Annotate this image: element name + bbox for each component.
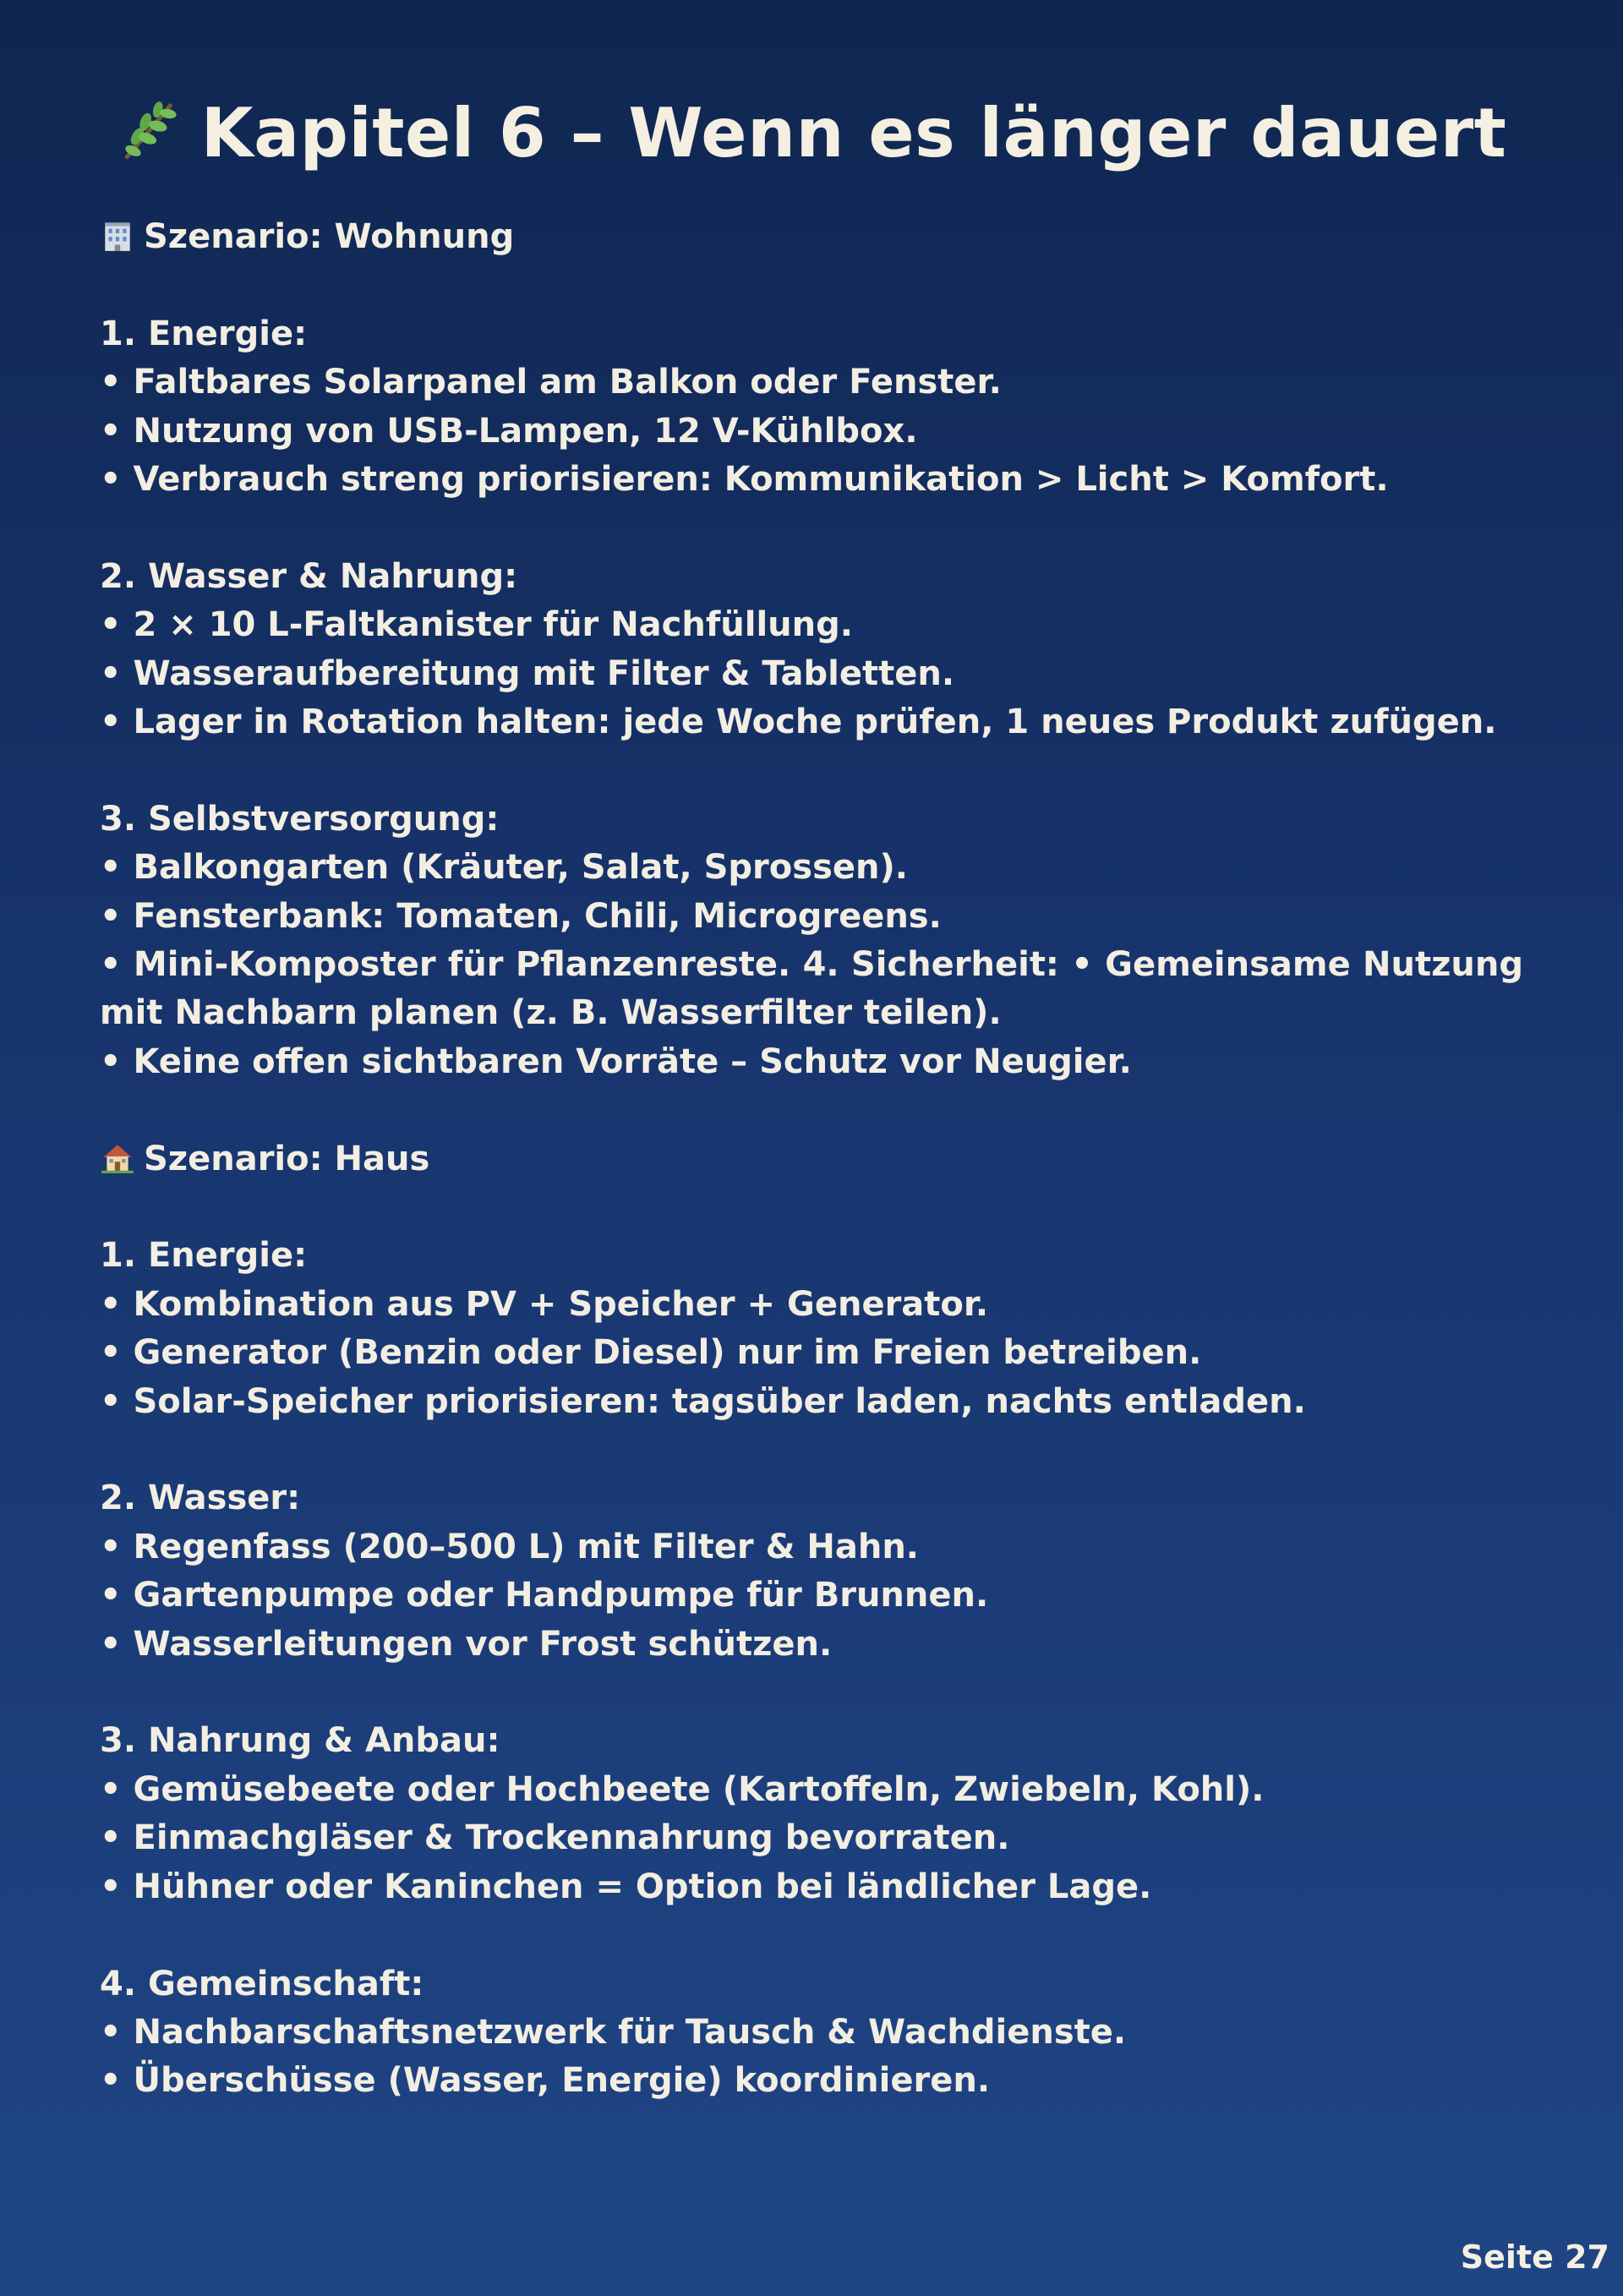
subheading-energie: 1. Energie: <box>100 1236 308 1276</box>
page-title <box>0 91 1623 176</box>
list-item: • Solar-Speicher priorisieren: tagsüber laden, nachts entladen. <box>100 1381 1306 1421</box>
list-item: • Fensterbank: Tomaten, Chili, Microgreens. <box>100 896 942 936</box>
list-item: • 2 × 10 L-Faltkanister für Nachfüllung. <box>100 605 853 645</box>
section-heading-haus <box>100 1135 1523 1184</box>
section-heading-text: Szenario: Wohnung <box>144 217 515 256</box>
list-item: • Gartenpumpe oder Handpumpe für Brunnen. <box>100 1576 989 1615</box>
page-title-text: Kapitel 6 – Wenn es länger dauert <box>200 94 1507 172</box>
subheading-energie: 1. Energie: <box>100 314 308 353</box>
list-item: • Wasserleitungen vor Frost schützen. <box>100 1624 833 1664</box>
subheading-wasser: 2. Wasser: <box>100 1479 301 1518</box>
page-number: Seite 27 <box>1460 2239 1609 2276</box>
list-item: • Nachbarschaftsnetzwerk für Tausch & Wachdienste. <box>100 2012 1127 2052</box>
subheading-gemeinschaft: 4. Gemeinschaft: <box>100 1964 424 2004</box>
list-item: • Wasseraufbereitung mit Filter & Tabletten. <box>100 653 955 693</box>
subheading-wasser-nahrung: 2. Wasser & Nahrung: <box>100 556 518 596</box>
page-content <box>100 213 1523 2106</box>
list-item: • Verbrauch streng priorisieren: Kommunikation > Licht > Komfort. <box>100 460 1389 500</box>
list-item: • Regenfass (200–500 L) mit Filter & Hahn. <box>100 1527 920 1566</box>
list-item: • Mini-Komposter für Pflanzenreste. 4. Sicherheit: • Gemeinsame Nutzung mit Nachbarn planen (z. B. Wasserfilter teilen). <box>100 945 1523 1033</box>
list-item: • Gemüsebeete oder Hochbeete (Kartoffeln, Zwiebeln, Kohl). <box>100 1769 1265 1809</box>
subheading-nahrung-anbau: 3. Nahrung & Anbau: <box>100 1721 500 1761</box>
list-item: • Einmachgläser & Trockennahrung bevorraten. <box>100 1818 1010 1858</box>
list-item: • Überschüsse (Wasser, Energie) koordinieren. <box>100 2061 991 2101</box>
section-heading-wohnung <box>100 213 1523 261</box>
list-item: • Hühner oder Kaninchen = Option bei ländlicher Lage. <box>100 1867 1152 1906</box>
office-building-icon <box>100 217 135 253</box>
list-item: • Kombination aus PV + Speicher + Generator. <box>100 1284 989 1324</box>
house-with-garden-icon <box>100 1140 135 1175</box>
list-item: • Nutzung von USB-Lampen, 12 V-Kühlbox. <box>100 411 918 451</box>
section-heading-text: Szenario: Haus <box>144 1139 430 1178</box>
subheading-selbstversorgung: 3. Selbstversorgung: <box>100 799 500 839</box>
list-item: • Generator (Benzin oder Diesel) nur im Freien betreiben. <box>100 1333 1202 1373</box>
list-item: • Keine offen sichtbaren Vorräte – Schutz vor Neugier. <box>100 1041 1132 1081</box>
herb-branch-icon <box>117 97 183 163</box>
list-item: • Balkongarten (Kräuter, Salat, Sprossen). <box>100 848 908 888</box>
list-item: • Lager in Rotation halten: jede Woche prüfen, 1 neues Produkt zufügen. <box>100 702 1497 742</box>
list-item: • Faltbares Solarpanel am Balkon oder Fenster. <box>100 363 1002 402</box>
